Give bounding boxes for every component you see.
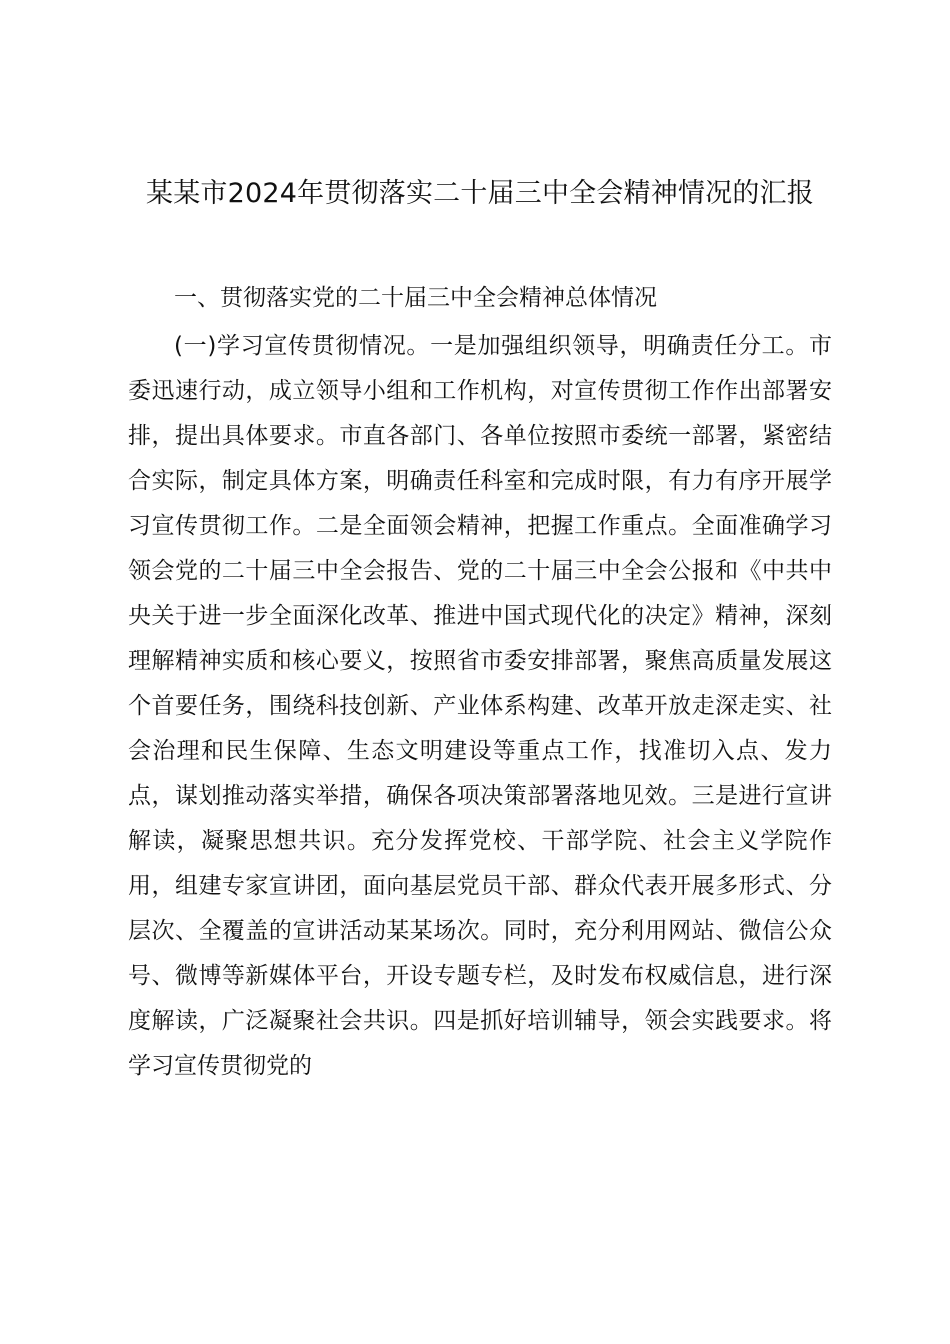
section-heading: 一、贯彻落实党的二十届三中全会精神总体情况 bbox=[174, 285, 657, 311]
document-title: 某某市2024年贯彻落实二十届三中全会精神情况的汇报 bbox=[146, 178, 814, 209]
body-paragraph: (一)学习宣传贯彻情况。一是加强组织领导，明确责任分工。市委迅速行动，成立领导小组和工作机构，对宣传贯彻工作作出部署安排，提出具体要求。市直各部门、各单位按照市委统一部署，紧密结合实际，制定具体方案，明确责任科室和完成时限，有力有序开展学习宣传贯彻工作。二是全面领会精神，把握工作重点。全面准确学习领会党的二十届三中全会报告、党的二十届三中全会公报和《中共中央关于进一步全面深化改革、推进中国式现代化的决定》精神，深刻理解精神实质和核心要义，按照省市委安排部署，聚焦高质量发展这个首要任务，围绕科技创新、产业体系构建、改革开放走深走实、社会治理和民生保障、生态文明建设等重点工作，找准切入点、发力点，谋划推动落实举措，确保各项决策部署落地见效。三是进行宣讲解读，凝聚思想共识。充分发挥党校、干部学院、社会主义学院作用，组建专家宣讲团，面向基层党员干部、群众代表开展多形式、分层次、全覆盖的宣讲活动某某场次。同时，充分利用网站、微信公众号、微博等新媒体平台，开设专题专栏，及时发布权威信息，进行深度解读，广泛凝聚社会共识。四是抓好培训辅导，领会实践要求。将学习宣传贯彻党的 bbox=[128, 333, 832, 1079]
